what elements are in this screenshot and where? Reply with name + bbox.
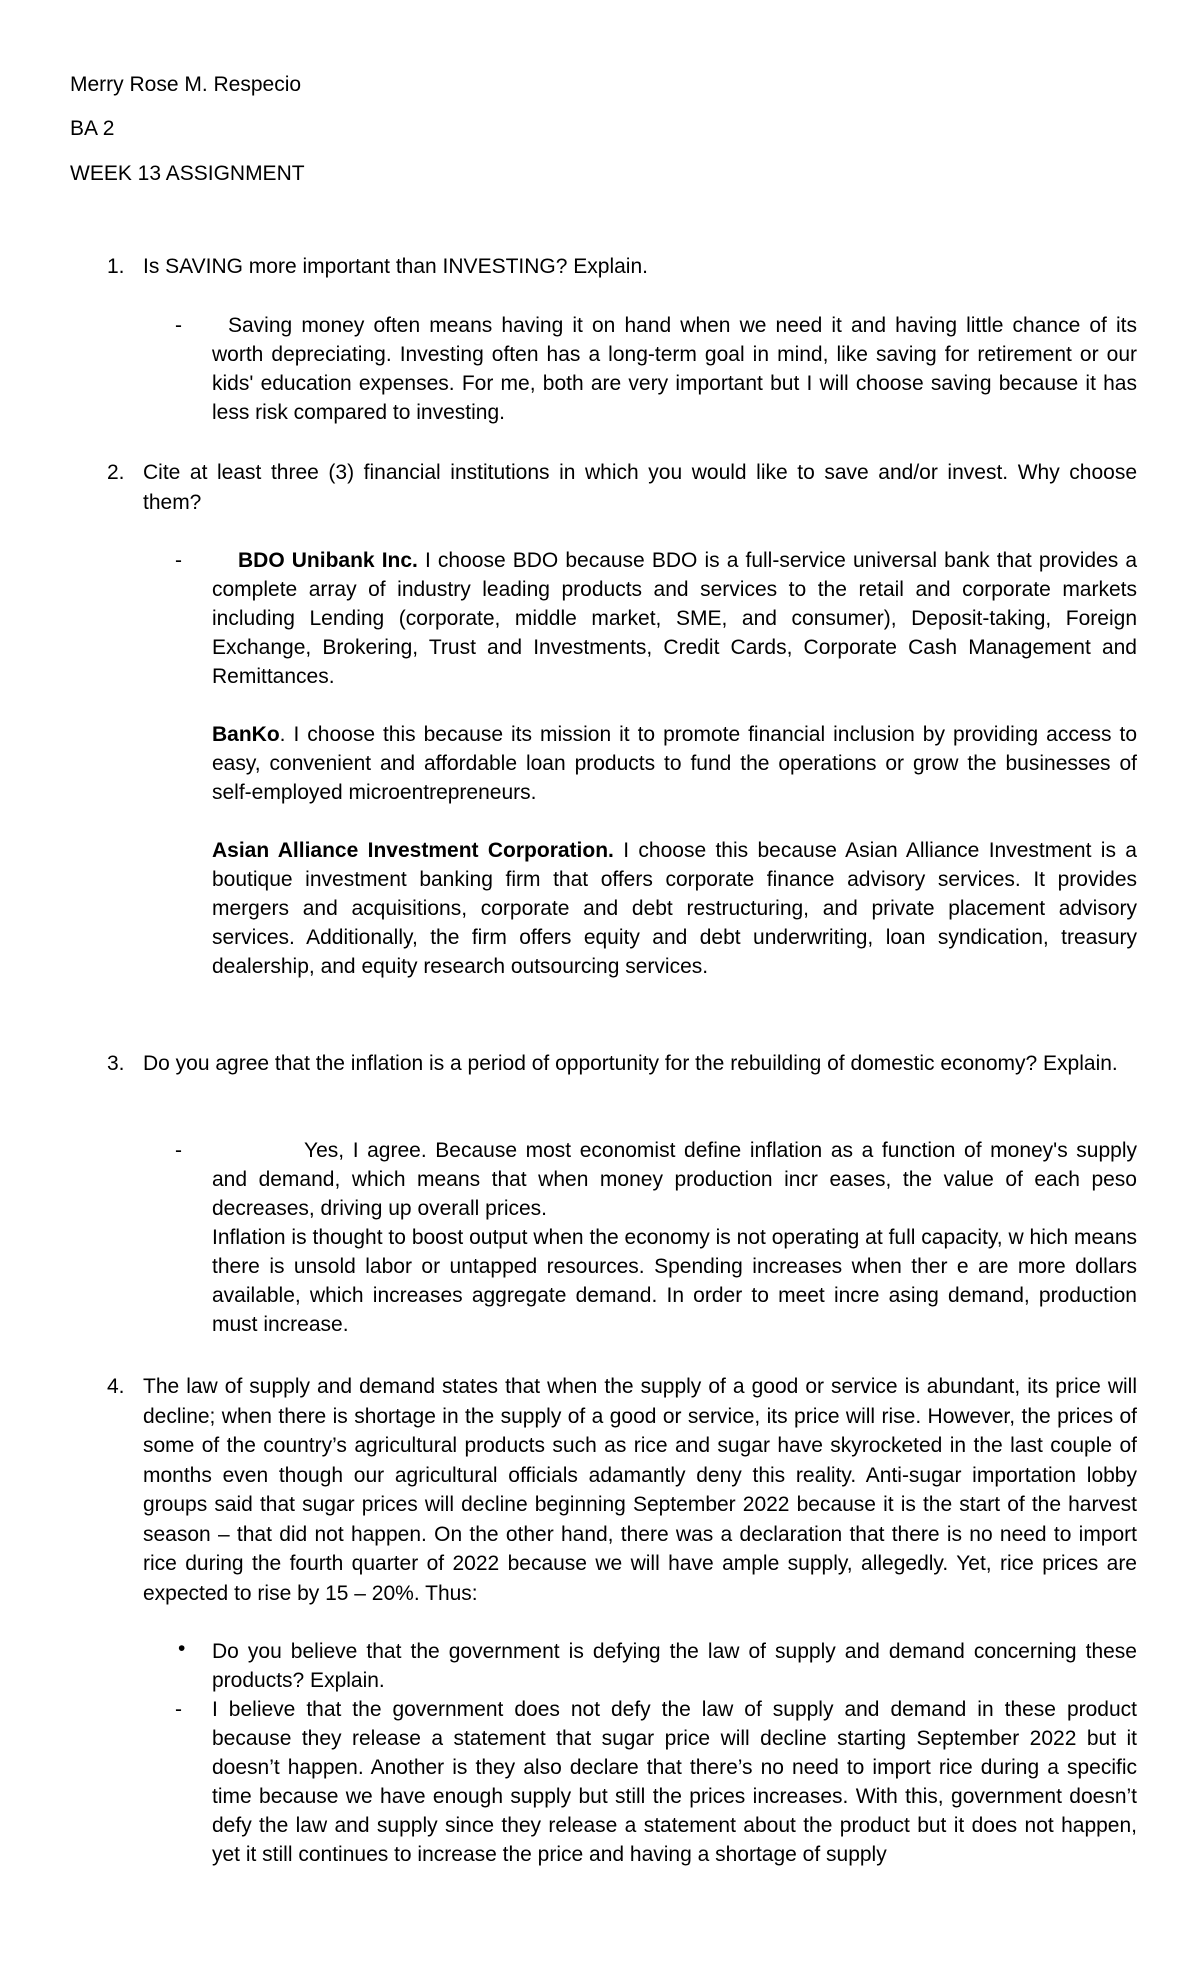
answer-marker: - bbox=[175, 549, 182, 572]
question-2 bbox=[107, 458, 1137, 518]
course-label: BA 2 bbox=[70, 117, 115, 140]
institution-bdo bbox=[212, 546, 1137, 691]
bullet-marker: • bbox=[178, 1637, 186, 1660]
question-number: 2. bbox=[107, 461, 125, 484]
answer-2 bbox=[177, 546, 1137, 981]
question-number: 3. bbox=[107, 1052, 125, 1075]
institution-reason: I choose BDO because BDO is a full-service universal bank that provides a complete array of industry leading products and services to the retail and corporate markets including Lending (corporate, middle market, SME, and consumer), Deposit-taking, Foreign Exchange, Brokering, Trust and Investments, Credit Cards, Corporate Cash Management and Remittances. bbox=[212, 549, 1137, 688]
answer-paragraph-2: Inflation is thought to boost output when the economy is not operating at full capacity, w hich means there is unsold labor or untapped resources. Spending increases when ther e are more dollars available, which increases aggregate demand. In order to meet incre asing demand, production must increase. bbox=[212, 1226, 1137, 1336]
question-number: 4. bbox=[107, 1375, 125, 1398]
answer-3 bbox=[177, 1136, 1137, 1339]
answer-1 bbox=[177, 311, 1137, 427]
question-text: Do you agree that the inflation is a period of opportunity for the rebuilding of domestic economy? Explain. bbox=[143, 1052, 1118, 1075]
question-1 bbox=[107, 252, 1137, 282]
question-number: 1. bbox=[107, 255, 125, 278]
question-text: The law of supply and demand states that when the supply of a good or service is abundant, its price will decline; when there is shortage in the supply of a good or service, its price will rise. However, the prices of some of the country’s agricultural products such as rice and sugar have skyrocketed in the last couple of months even though our agricultural officials adamantly deny this reality. Anti-sugar importation lobby groups said that sugar prices will decline beginning September 2022 because it is the start of the harvest season – that did not happen. On the other hand, there was a declaration that there is no need to import rice during the fourth quarter of 2022 because we will have ample supply, allegedly. Yet, rice prices are expected to rise by 15 – 20%. Thus: bbox=[143, 1375, 1137, 1605]
answer-text: I believe that the government does not defy the law of supply and demand in these product because they release a statement that sugar price will decline starting September 2022 but it doesn’t happen. Another is they also declare that there’s no need to import rice during a specific time because we have enough supply but still the prices increases. With this, government doesn’t defy the law and supply since they release a statement about the product but it does not happen, yet it still continues to increase the price and having a shortage of supply bbox=[212, 1698, 1137, 1866]
institution-name: BanKo bbox=[212, 723, 280, 746]
question-text: Cite at least three (3) financial institutions in which you would like to save and/or invest. Why choose them? bbox=[143, 461, 1137, 514]
question-3 bbox=[107, 1049, 1137, 1079]
answer-marker: - bbox=[175, 314, 182, 337]
institution-asian-alliance bbox=[212, 836, 1137, 981]
assignment-title: WEEK 13 ASSIGNMENT bbox=[70, 162, 305, 185]
answer-marker: - bbox=[175, 1139, 182, 1162]
institution-reason: . I choose this because its mission it to promote financial inclusion by providing access to easy, convenient and affordable loan products to fund the operations or grow the businesses of self-employed microentrepreneurs. bbox=[212, 723, 1137, 804]
student-name: Merry Rose M. Respecio bbox=[70, 73, 302, 96]
sub-question-text: Do you believe that the government is defying the law of supply and demand concerning these products? Explain. bbox=[212, 1640, 1137, 1692]
institution-reason: I choose this because Asian Alliance Investment is a boutique investment banking firm that offers corporate finance advisory services. It provides mergers and acquisitions, corporate and debt restructuring, and private placement advisory services. Additionally, the firm offers equity and debt underwriting, loan syndication, treasury dealership, and equity research outsourcing services. bbox=[212, 839, 1137, 978]
institution-name: Asian Alliance Investment Corporation. bbox=[212, 839, 614, 862]
institution-name: BDO Unibank Inc. bbox=[238, 549, 418, 572]
answer-4 bbox=[177, 1695, 1137, 1869]
answer-marker: - bbox=[175, 1698, 182, 1721]
answer-paragraph-1: Yes, I agree. Because most economist define inflation as a function of money's supply and demand, which means that when money production incr eases, the value of each peso decreases, driving up overall prices. bbox=[212, 1139, 1137, 1220]
institution-banko bbox=[212, 720, 1137, 807]
question-text: Is SAVING more important than INVESTING? Explain. bbox=[143, 255, 648, 278]
answer-text: Saving money often means having it on hand when we need it and having little chance of its worth depreciating. Investing often has a long-term goal in mind, like saving for retirement or our kids' education expenses. For me, both are very important but I will choose saving because it has less risk compared to investing. bbox=[212, 314, 1137, 424]
question-4 bbox=[107, 1372, 1137, 1608]
